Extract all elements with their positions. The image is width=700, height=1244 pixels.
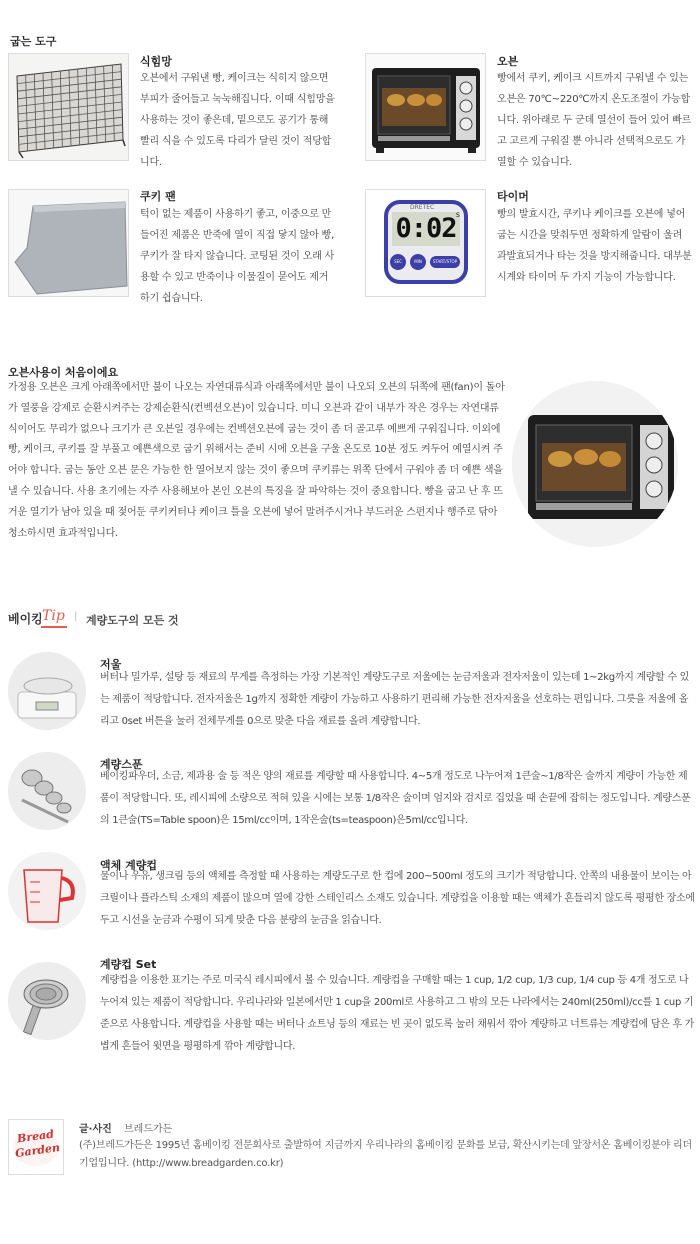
scale-text: 버터나 밀가루, 설탕 등 재료의 무게를 측정하는 가장 기본적인 계량도구로 저울에는 눈금저울과 전자저울이 있는데 1~2kg까지 계량할 수 있는 제품이 적당합니다. 전자저울은 1g까지 정확한 계량이 가능하고 사용하기 편리해 가능한 전자저울을 선호하는 편입니다. 그릇을 저울에 올리고 0set 버튼을 눌러 전체무게를 0으로 맞춘 다음 재료를 올려 계량합니다. (100, 672, 689, 727)
timer-min-button: MIN (410, 254, 426, 270)
tip-divider: | (74, 611, 78, 622)
scale-title: 저울 (100, 658, 122, 671)
measuring-spoons-title: 계량스푼 (100, 758, 143, 771)
timer-start-button: START/STOP (430, 256, 460, 268)
credit-name: 브레드가든 (124, 1124, 173, 1135)
oven-section-text: 가정용 오븐은 크게 아래쪽에서만 불이 나오는 자연대류식과 아래쪽에서만 불이 나오되 오븐의 뒤쪽에 팬(fan)이 돌아가 열풍을 강제로 순환시켜주는 강제순환식(컨벡션오븐)이 있습니다. 미니 오븐과 같이 내부가 작은 경우는 자연대류식이어도 무리가 없으나 크기가 큰 오븐일 경우에는 컨벡션오븐에 굽는 것이 좀 더 골고루 예쁘게 구워집니다. 이외에 빵, 케이크, 쿠키를 잘 부풀고 예쁜색으로 굽기 위해서는 준비 시에 오븐을 구울 온도로 10분 정도 켜두어 예열시켜 주어야 합니다. 굽는 동안 오븐 문은 가능한 한 열어보지 않는 것이 좋으며 쿠키류는 위쪽 단에서 구워야 좀 더 예쁜 색을 낼 수 있습니다. 사용 초기에는 자주 사용해보아 본인 오븐의 특징을 잘 파악하는 것이 중요합니다. 빵을 굽고 난 후 뜨거운 열기가 남아 있을 때 젖어둔 쿠키커터나 케이크 틀을 오븐에 넣어 말려주시거나 부드러운 스펀지나 행주로 닦아 청소하시면 효과적입니다. (8, 382, 505, 539)
liquid-cup-title: 액체 계량컵 (100, 859, 157, 872)
credit-text: (주)브레드가든은 1995년 홈베이킹 전문회사로 출발하여 지금까지 우리나라의 홈베이킹 문화를 보급, 확산시키는데 앞장서온 홈베이킹분야 리더 기업입니다. (http://www.breadgarden.co.kr) (79, 1140, 692, 1169)
timer-display: 0:02 (392, 212, 460, 246)
measuring-spoons-text: 베이킹파우더, 소금, 제과용 술 등 적은 양의 재료를 계량할 때 사용합니다. 4~5개 정도로 나누어져 1큰술~1/8작은 술까지 계량이 가능한 제품이 적당합니다. 또, 레시피에 소량으로 적혀 있을 시에는 보통 1/8작은 술이며 엄지와 검지로 집었을 때 손끝에 잡히는 정도입니다. 계량스푼의 1큰술(TS=Table spoon)은 15ml/cc이며, 1작은술(ts=teaspoon)은5ml/cc입니다. (100, 771, 691, 826)
timer-brand: DRETEC (410, 204, 435, 211)
credit-label: 글·사진 (79, 1124, 112, 1135)
liquid-cup-image (8, 852, 86, 930)
timer-unit: S (456, 212, 460, 219)
cooling-rack-text: 오븐에서 구워낸 빵, 케이크는 식히지 않으면 부피가 줄어들고 눅눅해집니다. 이때 식힘망을 사용하는 것이 좋은데, 밑으로도 공기가 통해 빨리 식을 수 있도록 다리가 달린 것이 적당합니다. (140, 73, 335, 168)
liquid-cup-text: 물이나 우유, 생크림 등의 액체를 측정할 때 사용하는 계량도구로 한 컵에 200~500ml 정도의 크기가 적당합니다. 안쪽의 내용물이 보이는 아크릴이나 플라스틱 소재의 제품이 많으며 열에 강한 스테인리스 소재도 있습니다. 계량컵을 이용할 때는 액체가 흔들리지 않도록 평평한 장소에 두고 시선을 눈금과 수평이 되게 맞춘 다음 분량의 눈금을 읽습니다. (100, 871, 695, 926)
oven-section-heading: 오븐사용이 처음이에요 (8, 366, 119, 379)
cup-set-title: 계량컵 Set (100, 958, 157, 971)
cooling-rack-image (8, 53, 129, 161)
tools-heading: 굽는 도구 (10, 35, 57, 48)
cookie-pan-title: 쿠키 팬 (140, 190, 176, 203)
timer-title: 타이머 (497, 190, 529, 203)
cookie-pan-image (8, 189, 129, 297)
scale-image (8, 652, 86, 730)
tip-underline (41, 626, 67, 628)
tip-subtitle: 계량도구의 모든 것 (86, 614, 179, 627)
timer-image (365, 189, 486, 297)
oven-title: 오븐 (497, 55, 519, 68)
tip-word: Tip (42, 608, 65, 624)
cup-set-image (8, 962, 86, 1040)
cup-set-text: 계량컵을 이용한 표기는 주로 미국식 레시피에서 볼 수 있습니다. 계량컵을 구매할 때는 1 cup, 1/2 cup, 1/3 cup, 1/4 cup 등 4개 정도로 나누어져 있는 제품이 적당합니다. 우리나라와 일본에서만 1 cup을 200ml로 사용하고 그 밖의 모든 나라에서는 240ml(250ml)/cc를 1 cup 기준으로 사용합니다. 계량컵을 사용할 때는 버터나 쇼트닝 등의 재료는 빈 곳이 없도록 눌러 채워서 깎아 계량하고 너트류는 계량컵에 담은 후 가볍게 흔들어 윗면을 평평하게 깎아 계량합니다. (100, 975, 694, 1052)
oven-circle-image (512, 381, 678, 547)
measuring-spoons-image (8, 752, 86, 830)
timer-text: 빵의 발효시간, 쿠키나 케이크를 오븐에 넣어 굽는 시간을 맞춰두면 정확하게 알람이 울려 과발효되거나 타는 것을 방지해줍니다. 대부분 시계와 타이머 두 가지 기능이 가능합니다. (497, 209, 692, 283)
tip-label: 베이킹 (8, 612, 43, 626)
oven-text: 빵에서 쿠키, 케이크 시트까지 구워낼 수 있는 오븐은 70℃~220℃까지 온도조절이 가능합니다. 위아래로 두 군데 열선이 들어 있어 빠르고 고르게 구워질 뿐 아니라 선택적으로도 가열할 수 있습니다. (497, 73, 692, 168)
cooling-rack-title: 식힘망 (140, 55, 172, 68)
cookie-pan-text: 턱이 없는 제품이 사용하기 좋고, 이중으로 만들어진 제품은 반죽에 열이 직접 닿지 않아 빵, 쿠키가 잘 타지 않습니다. 코팅된 것이 오래 사용할 수 있고 반죽이나 이물질이 묻어도 제거하기 쉽습니다. (140, 209, 335, 304)
breadgarden-logo: Bread Garden (8, 1119, 64, 1175)
oven-image (365, 53, 486, 161)
timer-sec-button: SEC (390, 254, 406, 270)
